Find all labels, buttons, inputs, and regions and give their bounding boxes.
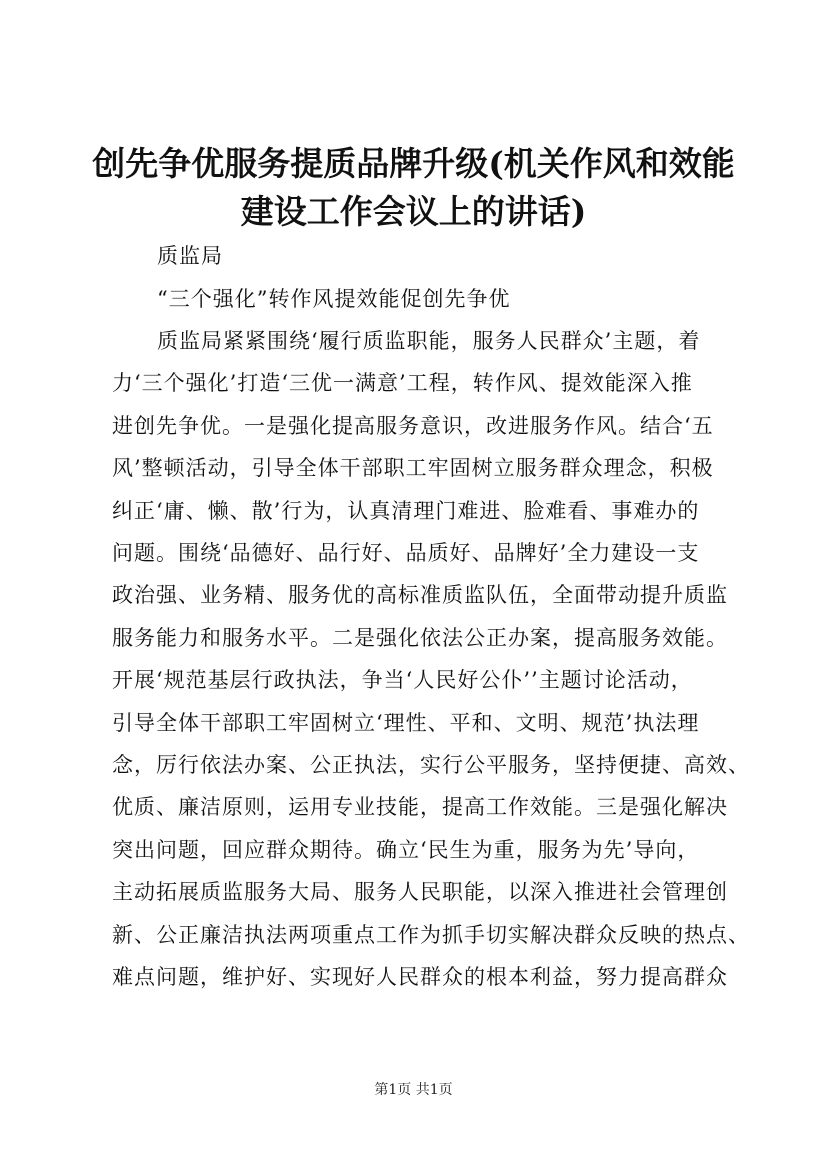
body-line: 优质、廉洁原则，运用专业技能，提高工作效能。三是强化解决 — [112, 795, 728, 820]
body-line: 念，厉行依法办案、公正执法，实行公平服务，坚持便捷、高效、 — [112, 753, 750, 777]
body-line: 新、公正廉洁执法两项重点工作为抓手切实解决群众反映的热点、 — [112, 922, 750, 947]
section-subtitle: “三个强化”转作风提效能促创先争优 — [157, 287, 511, 311]
body-line: 质监局紧紧围绕‘履行质监职能，服务人民群众’主题，着 — [157, 329, 701, 353]
page-footer: 第1页 共1页 — [374, 1082, 453, 1098]
body-line: 问题。围绕‘品德好、品行好、品质好、品牌好’全力建设一支 — [112, 541, 700, 565]
body-line: 服务能力和服务水平。二是强化依法公正办案，提高服务效能。 — [112, 625, 728, 650]
body-line: 主动拓展质监服务大局、服务人民职能，以深入推进社会管理创 — [112, 880, 728, 905]
body-line: 纠正‘庸、懒、散’行为，认真清理门难进、脸难看、事难办的 — [112, 498, 700, 523]
document-title — [60, 140, 767, 236]
body-line: 突出问题，回应群众期待。确立‘民生为重，服务为先’导向， — [112, 837, 700, 862]
body-line: 政治强、业务精、服务优的高标准质监队伍，全面带动提升质监 — [112, 583, 728, 608]
organization-name: 质监局 — [157, 244, 223, 268]
title-line-2: 建设工作会议上的讲话) — [240, 192, 587, 231]
body-line: 风’整顿活动，引导全体干部职工牢固树立服务群众理念，积极 — [112, 456, 714, 481]
body-line: 开展‘规范基层行政执法，争当‘人民好公仆’’主题讨论活动， — [112, 668, 693, 693]
title-line-1: 创先争优服务提质品牌升级(机关作风和效能 — [92, 144, 735, 183]
body-line: 难点问题，维护好、实现好人民群众的根本利益，努力提高群众 — [112, 965, 728, 989]
body-line: 进创先争优。一是强化提高服务意识，改进服务作风。结合‘五 — [112, 413, 714, 438]
body-line: 引导全体干部职工牢固树立‘理性、平和、文明、规范’执法理 — [112, 710, 700, 735]
body-line: 力‘三个强化’打造‘三优一满意’工程，转作风、提效能深入推 — [112, 371, 693, 396]
